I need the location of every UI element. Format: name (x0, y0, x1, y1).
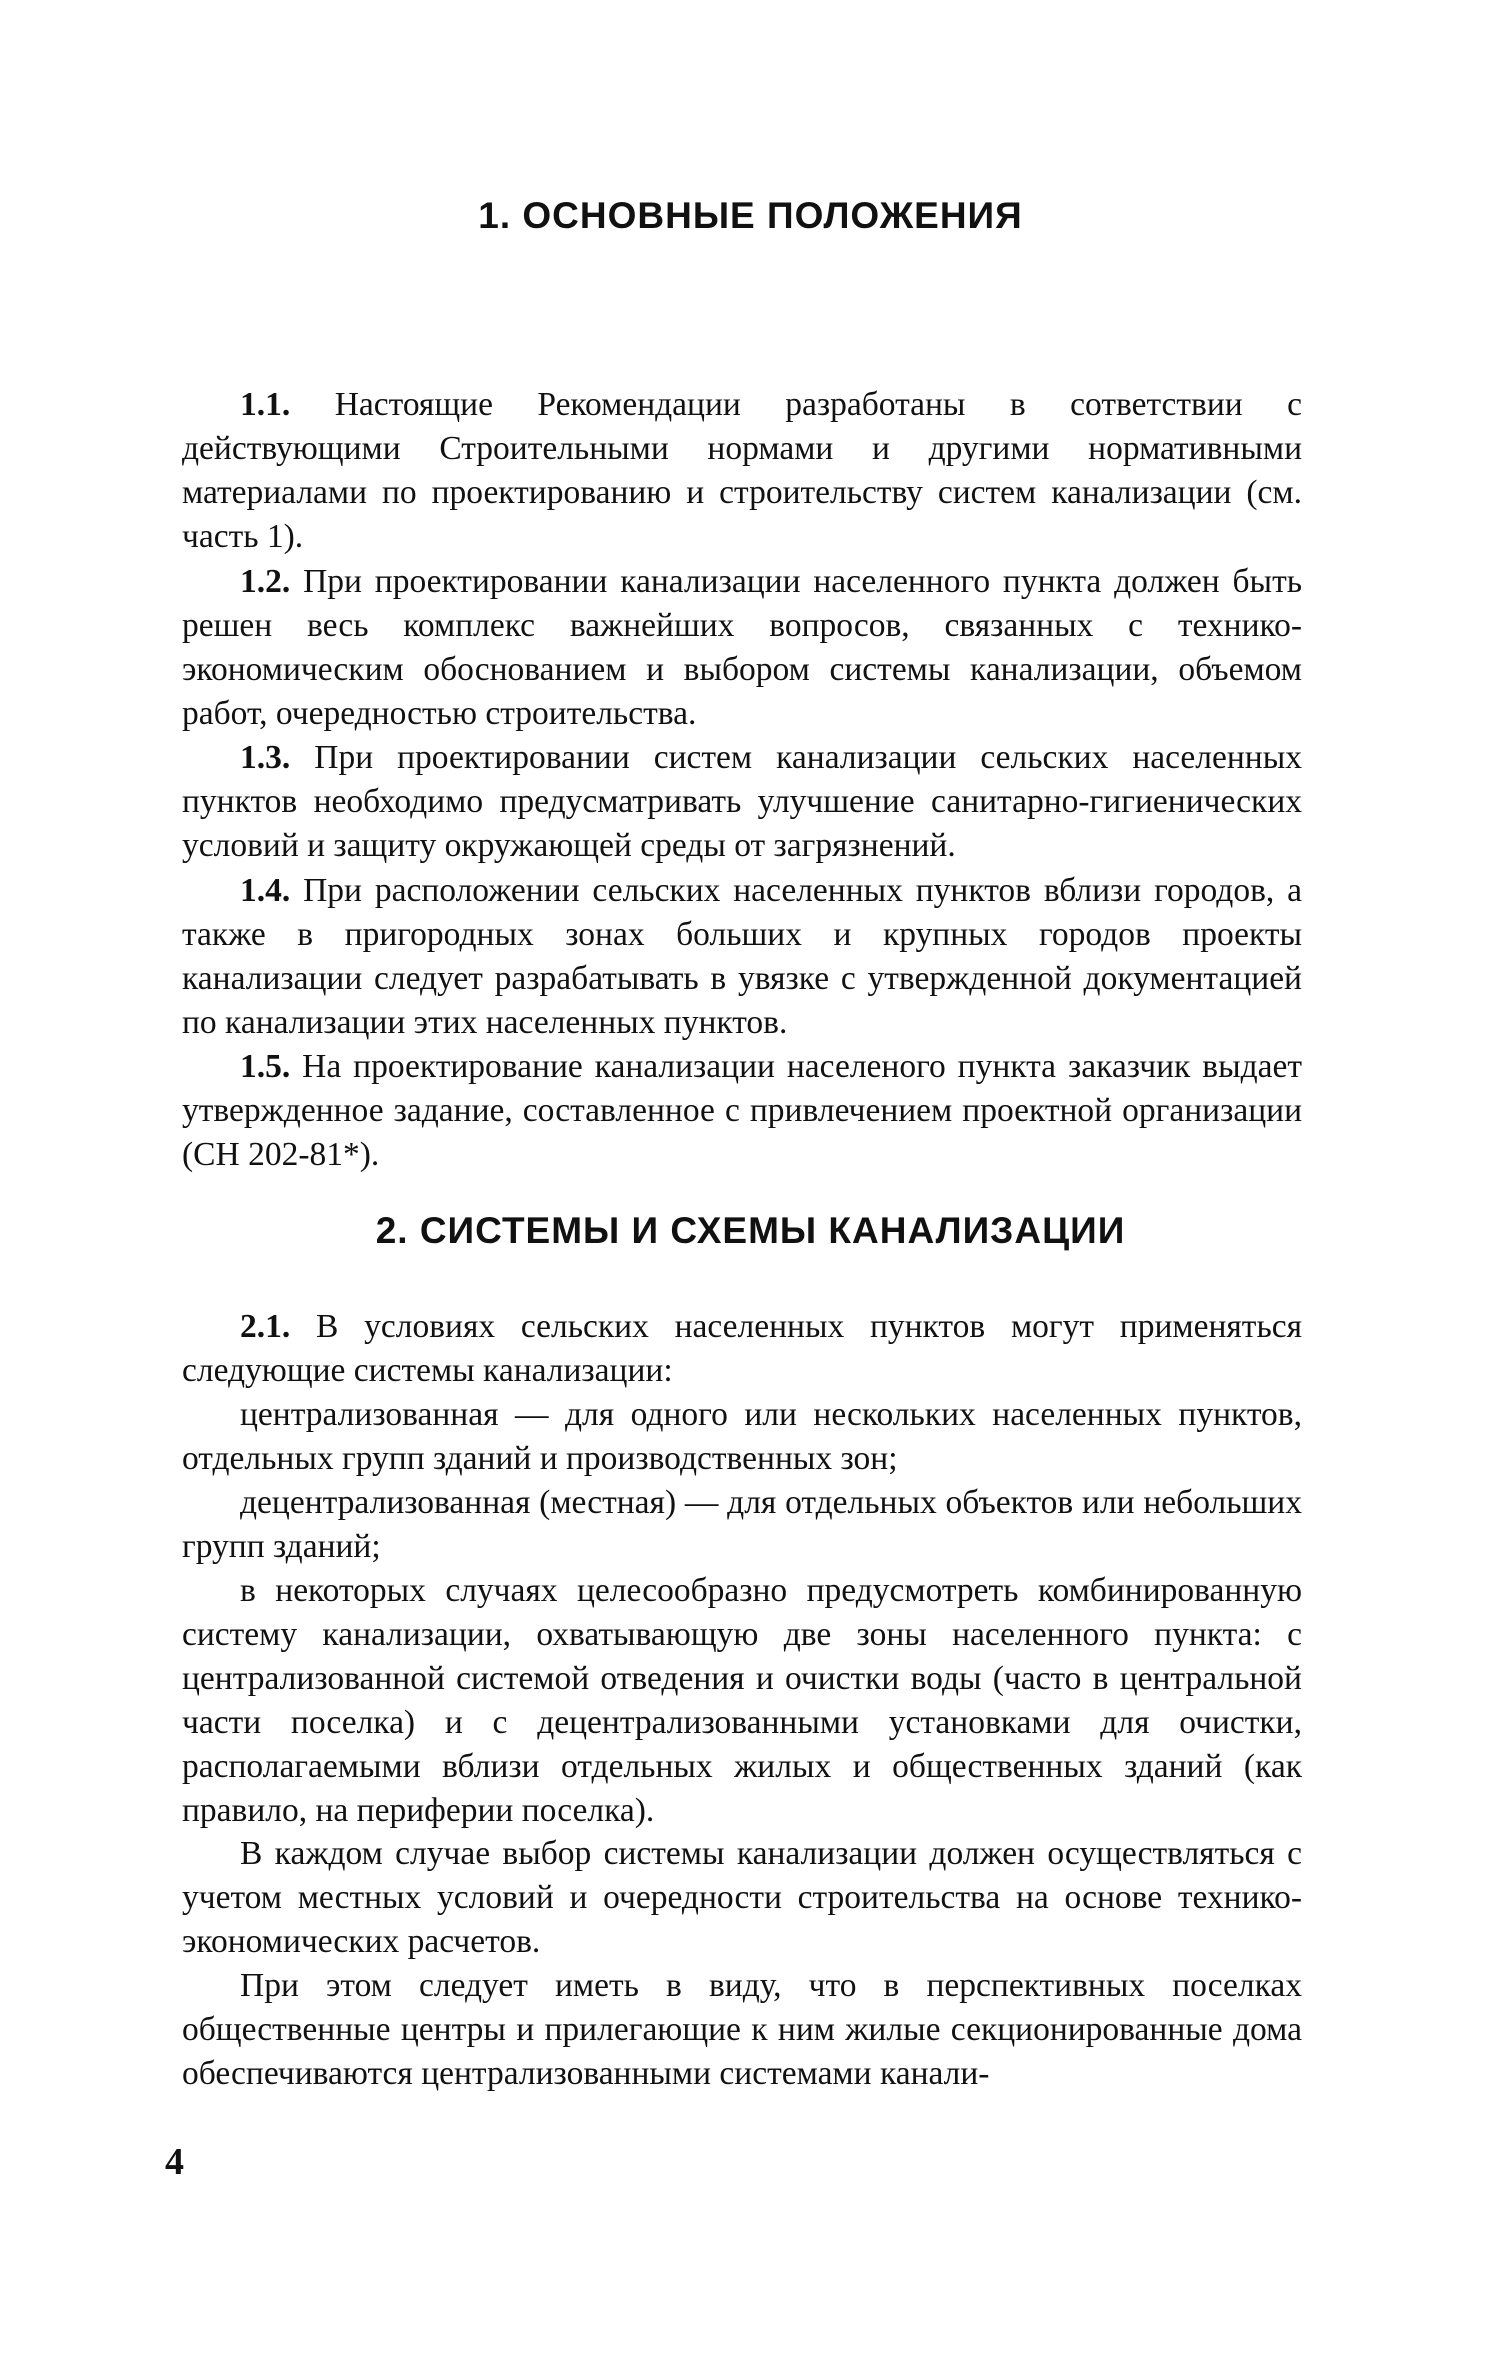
paragraph-text: При расположении сельских населенных пунктов вблизи городов, а также в пригородных зонах больших и крупных городов проекты канализации следует разрабатывать в увязке с утвержденной документацией по канализации этих населенных пунктов. (182, 872, 1302, 1041)
section-1-title: 1. ОСНОВНЫЕ ПОЛОЖЕНИЯ (478, 195, 1023, 236)
list-item-combined: в некоторых случаях целесообразно предусмотреть комбинированную систему канализации, охватывающую две зоны населенного пункта: с централизованной системой отведения и очистки воды (часто в центральной части поселка) и с децентрализованными установками для очистки, располагаемыми вблизи отдельных жилых и общественных зданий (как правило, на периферии поселка). (182, 1572, 1302, 1829)
paragraph-number: 1.2. (240, 563, 291, 600)
paragraph-number: 2.1. (240, 1308, 291, 1345)
paragraph-selection: В каждом случае выбор системы канализации должен осуществляться с учетом местных условий и очередности строительства на основе технико-экономических расчетов. (182, 1835, 1302, 1960)
list-item-decentralized: децентрализованная (местная) — для отдельных объектов или небольших групп зданий; (182, 1484, 1302, 1565)
paragraph-text: Настоящие Рекомендации разработаны в сответствии с действующими Строительными нормами и другими нормативными материалами по проектированию и строительству систем канализации (см. часть 1). (182, 386, 1302, 555)
paragraph-text: В условиях сельских населенных пунктов могут применяться следующие системы канализации: (182, 1308, 1302, 1389)
paragraph-1-1 (182, 383, 1302, 559)
paragraph-text: На проектирование канализации населеного пункта заказчик выдает утвержденное задание, составленное с привлечением проектной организации (СН 202-81*). (182, 1048, 1302, 1173)
paragraph-2-1 (182, 1305, 1302, 1393)
paragraph-text: При проектировании канализации населенного пункта должен быть решен весь комплекс важнейших вопросов, связанных с технико-экономическим обоснованием и выбором системы канализации, объемом работ, очередностью строительства. (182, 563, 1302, 732)
page-number: 4 (165, 2141, 184, 2183)
paragraph-1-5 (182, 1045, 1302, 1177)
paragraph-1-3 (182, 736, 1302, 868)
paragraph-text: При проектировании систем канализации сельских населенных пунктов необходимо предусматривать улучшение санитарно-гигиенических условий и защиту окружающей среды от загрязнений. (182, 739, 1302, 864)
paragraph-number: 1.3. (240, 739, 291, 776)
paragraph-note: При этом следует иметь в виду, что в перспективных поселках общественные центры и прилегающие к ним жилые секционированные дома обеспечиваются централизованными системами канали- (182, 1967, 1302, 2092)
paragraph-number: 1.4. (240, 872, 291, 909)
list-item-centralized: централизованная — для одного или нескольких населенных пунктов, отдельных групп зданий и производственных зон; (182, 1396, 1302, 1477)
paragraph-1-4 (182, 869, 1302, 1045)
section-2-title: 2. СИСТЕМЫ И СХЕМЫ КАНАЛИЗАЦИИ (375, 1210, 1126, 1251)
paragraph-number: 1.1. (240, 386, 291, 423)
paragraph-1-2 (182, 560, 1302, 736)
paragraph-number: 1.5. (240, 1048, 291, 1085)
